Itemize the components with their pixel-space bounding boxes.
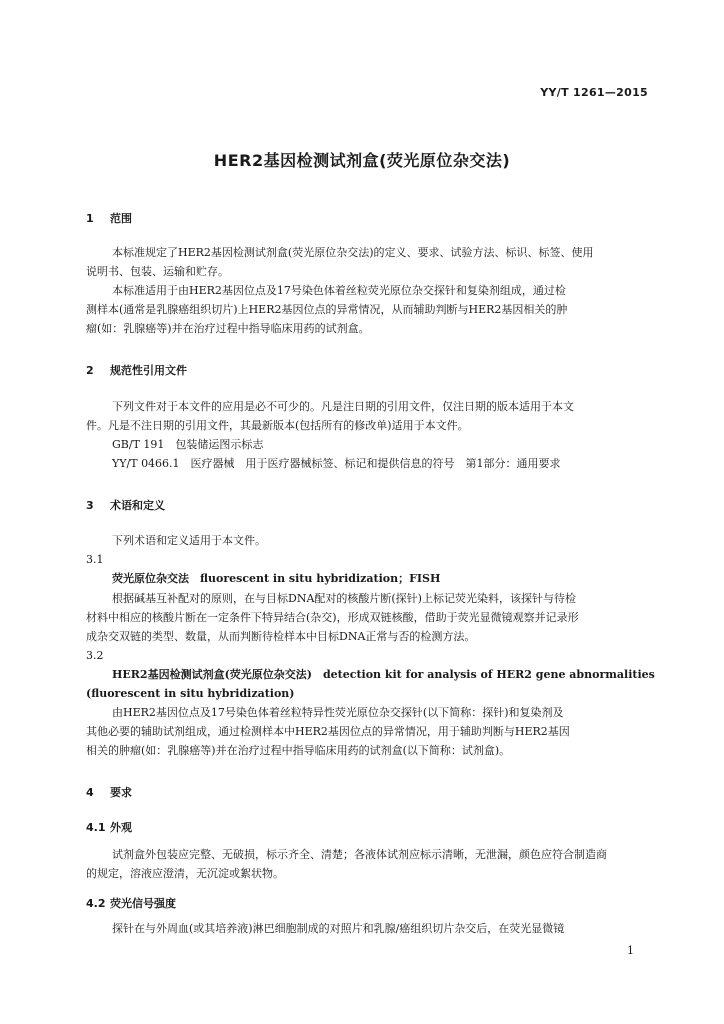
definition-line: 成杂交双链的类型、数量，从而判断待检样本中目标DNA正常与否的检测方法。 xyxy=(86,630,476,643)
standard-code: YY/T 1261—2015 xyxy=(540,86,648,99)
document-title: HER2基因检测试剂盒(荧光原位杂交法) xyxy=(213,151,511,170)
paragraph-line: 本标准适用于由HER2基因位点及17号染色体着丝粒荧光原位杂交探针和复染剂组成，通过检 xyxy=(112,284,566,297)
paragraph-line: 下列文件对于本文件的应用是必不可少的。凡是注日期的引用文件，仅注日期的版本适用于本文 xyxy=(112,400,574,413)
page-number: 1 xyxy=(627,944,634,957)
subsection-4-1-heading: 4.1 外观 xyxy=(86,821,132,834)
definition-line: 根据碱基互补配对的原则，在与目标DNA配对的核酸片断(探针)上标记荧光染料，该探针与待检 xyxy=(112,592,576,605)
definition-line: 其他必要的辅助试剂组成，通过检测样本中HER2基因位点的异常情况，用于辅助判断与HER2基因 xyxy=(86,725,570,738)
paragraph-line: 说明书、包装、运输和贮存。 xyxy=(86,265,229,278)
paragraph-line: 件。凡是不注日期的引用文件，其最新版本(包括所有的修改单)适用于本文件。 xyxy=(86,419,469,432)
definition-line: 材料中相应的核酸片断在一定条件下特异结合(杂交)，形成双链核酸，借助于荧光显微镜观察并记录形 xyxy=(86,611,579,624)
reference-item: GB/T 191 包装储运图示标志 xyxy=(112,438,264,451)
term-title: HER2基因检测试剂盒(荧光原位杂交法) detection kit for analysis of HER2 gene abnormalities xyxy=(112,668,655,681)
paragraph-line: 下列术语和定义适用于本文件。 xyxy=(112,534,266,547)
section-2-heading: 2 规范性引用文件 xyxy=(86,364,187,377)
paragraph-line: 瘤(如：乳腺癌等)并在治疗过程中指导临床用药的试剂盒。 xyxy=(86,322,370,335)
paragraph-line: 试剂盒外包装应完整、无破损，标示齐全、清楚；各液体试剂应标示清晰，无泄漏，颜色应符合制造商 xyxy=(112,848,607,861)
paragraph-line: 本标准规定了HER2基因检测试剂盒(荧光原位杂交法)的定义、要求、试验方法、标识、标签、使用 xyxy=(112,246,594,259)
definition-line: 相关的肿瘤(如：乳腺癌等)并在治疗过程中指导临床用药的试剂盒(以下简称：试剂盒)。 xyxy=(86,744,511,757)
term-title: (fluorescent in situ hybridization) xyxy=(86,687,295,700)
term-title: 荧光原位杂交法 fluorescent in situ hybridization；FISH xyxy=(112,572,441,585)
clause-number: 3.2 xyxy=(86,649,104,662)
section-1-heading: 1 范围 xyxy=(86,212,132,225)
paragraph-line: 测样本(通常是乳腺癌组织切片)上HER2基因位点的异常情况，从而辅助判断与HER2基因相关的肿 xyxy=(86,303,568,316)
definition-line: 由HER2基因位点及17号染色体着丝粒特异性荧光原位杂交探针(以下简称：探针)和复染剂及 xyxy=(112,706,564,719)
paragraph-line: 的规定，溶液应澄清，无沉淀或絮状物。 xyxy=(86,867,284,880)
reference-item: YY/T 0466.1 医疗器械 用于医疗器械标签、标记和提供信息的符号 第1部分：通用要求 xyxy=(112,457,561,470)
section-3-heading: 3 术语和定义 xyxy=(86,499,165,512)
paragraph-line: 探针在与外周血(或其培养液)淋巴细胞制成的对照片和乳腺/癌组织切片杂交后，在荧光显微镜 xyxy=(112,922,565,935)
subsection-4-2-heading: 4.2 荧光信号强度 xyxy=(86,897,176,910)
section-4-heading: 4 要求 xyxy=(86,786,132,799)
clause-number: 3.1 xyxy=(86,553,104,566)
